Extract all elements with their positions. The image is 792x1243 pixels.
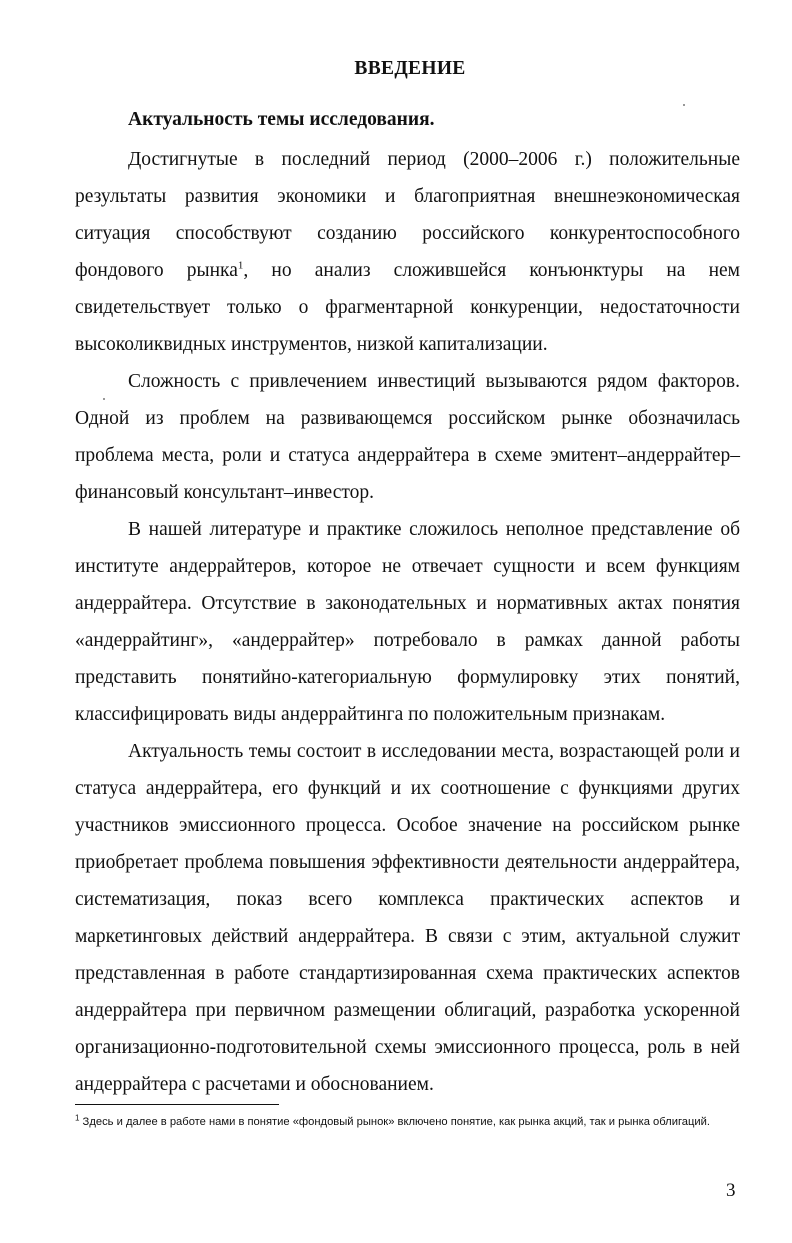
footnote-reference: 1 (237, 259, 244, 272)
footnote (75, 1114, 740, 1131)
paragraph-2: Сложность с привлечением инвестиций вызываются рядом факторов. Одной из проблем на развивающемся российском рынке обозначилась проблема места, роли и статуса андеррайтера в схеме эмитент–андеррайтер–финансовый консультант–инвестор. (75, 371, 740, 503)
footnote-marker: 1 (75, 1113, 80, 1123)
scan-speck (683, 104, 685, 106)
paragraph-1 (75, 141, 740, 363)
paragraph-1-text-after-ref: , но анализ сложившейся конъюнктуры на нем свидетельствует только о фрагментарной конкуренции, недостаточности высоколиквидных инструментов, низкой капитализации. (75, 260, 740, 355)
section-subtitle: Актуальность темы исследования. (128, 109, 435, 130)
scan-speck (103, 398, 105, 400)
footnote-divider (75, 1104, 279, 1105)
paragraph-1-text-before-ref: Достигнутые в последний период (2000–2006 г.) положительные результаты развития экономики и благоприятная внешнеэкономическая ситуация способствуют созданию российского конкурентоспособного фондового рынка (75, 149, 740, 281)
footnote-text: Здесь и далее в работе нами в понятие «фондовый рынок» включено понятие, как рынка акций, так и рынка облигаций. (79, 1116, 711, 1128)
page-title: ВВЕДЕНИЕ (354, 58, 466, 79)
paragraph-4: Актуальность темы состоит в исследовании места, возрастающей роли и статуса андеррайтера, его функций и их соотношение с функциями других участников эмиссионного процесса. Особое значение на российском рынке приобретает проблема повышения эффективности деятельности андеррайтера, систематизация, показ всего комплекса практических аспектов и маркетинговых действий андеррайтера. В связи с этим, актуальной служит представленная в работе стандартизированная схема практических аспектов андеррайтера при первичном размещении облигаций, разработка ускоренной организационно-подготовительной схемы эмиссионного процесса, роль в ней андеррайтера с расчетами и обоснованием. (75, 741, 740, 1095)
paragraph-3: В нашей литературе и практике сложилось неполное представление об институте андеррайтеров, которое не отвечает сущности и всем функциям андеррайтера. Отсутствие в законодательных и нормативных актах понятия «андеррайтинг», «андеррайтер» потребовало в рамках данной работы представить понятийно-категориальную формулировку этих понятий, классифицировать виды андеррайтинга по положительным признакам. (75, 519, 740, 725)
body-text (75, 141, 740, 1103)
page-number: 3 (726, 1180, 736, 1201)
